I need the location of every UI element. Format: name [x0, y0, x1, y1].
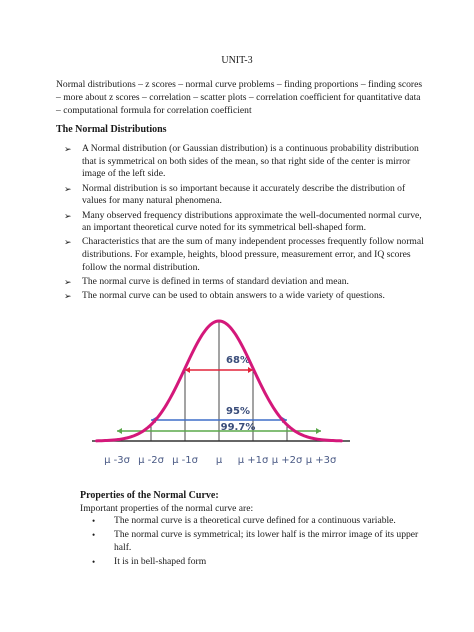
list-item	[92, 515, 432, 528]
tick-label: μ -3σ	[104, 455, 130, 466]
tick-label: μ -1σ	[172, 455, 198, 466]
list-item-text: The normal curve is defined in terms of standard deviation and mean.	[82, 276, 349, 288]
section-heading: The Normal Distributions	[56, 124, 167, 135]
arrow-bullet-icon: ➢	[64, 291, 72, 302]
list-item	[92, 556, 432, 569]
tick-label: μ	[215, 455, 223, 466]
tick-label: μ -2σ	[138, 455, 164, 466]
list-item	[64, 236, 428, 274]
list-item	[64, 276, 428, 289]
band-label: 68%	[226, 355, 250, 366]
list-item-text: The normal curve is a theoretical curve defined for a continuous variable.	[114, 515, 396, 526]
unit-title: UNIT-3	[221, 55, 253, 66]
list-item	[92, 529, 432, 554]
tick-label: μ +3σ	[305, 455, 337, 466]
dot-bullet-icon: •	[92, 557, 96, 568]
list-item-text: Characteristics that are the sum of many independent processes frequently follow normal distributions. For example, heights, blood pressure, measurement error, and IQ scores follow the normal distribution.	[82, 236, 424, 273]
normal-distribution-bullets	[64, 143, 428, 304]
arrow-bullet-icon: ➢	[64, 277, 72, 288]
band-label: 99.7%	[220, 422, 256, 433]
list-item-text: The normal curve is symmetrical; its lower half is the mirror image of its upper half.	[114, 529, 419, 553]
arrowhead-icon	[117, 428, 122, 434]
list-item	[64, 290, 428, 303]
topics-paragraph: Normal distributions – z scores – normal curve problems – finding proportions – finding scores – more about z scores – correlation – scatter plots – correlation coefficient for quantitative data – computational formula for correlation coefficient	[56, 79, 423, 116]
band-label: 95%	[226, 406, 250, 417]
properties-intro: Important properties of the normal curve are:	[80, 503, 254, 514]
list-item-text: A Normal distribution (or Gaussian distribution) is a continuous probability distribution that is symmetrical on both sides of the mean, so that right side of the center is mirror image of the left side.	[82, 143, 419, 180]
arrowhead-icon	[316, 428, 321, 434]
properties-list	[92, 515, 432, 570]
dot-bullet-icon: •	[92, 530, 96, 541]
arrow-bullet-icon: ➢	[64, 144, 72, 154]
list-item-text: Normal distribution is so important because it accurately describe the distribution of values for many natural phenomena.	[82, 182, 406, 207]
list-item	[64, 210, 428, 235]
dot-bullet-icon: •	[92, 516, 96, 526]
arrow-bullet-icon: ➢	[64, 237, 72, 248]
tick-label: μ +1σ	[237, 455, 269, 466]
list-item	[64, 183, 428, 208]
list-item-text: The normal curve can be used to obtain answers to a wide variety of questions.	[82, 290, 385, 302]
normal-curve-figure	[92, 310, 350, 478]
properties-heading: Properties of the Normal Curve:	[80, 490, 219, 501]
arrow-bullet-icon: ➢	[64, 210, 72, 221]
tick-label: μ +2σ	[271, 455, 303, 466]
arrow-bullet-icon: ➢	[64, 183, 72, 194]
list-item-text: Many observed frequency distributions approximate the well-documented normal curve, an important theoretical curve noted for its symmetrical bell-shaped form.	[82, 209, 422, 234]
list-item-text: It is in bell-shaped form	[114, 556, 207, 568]
list-item	[64, 143, 428, 181]
